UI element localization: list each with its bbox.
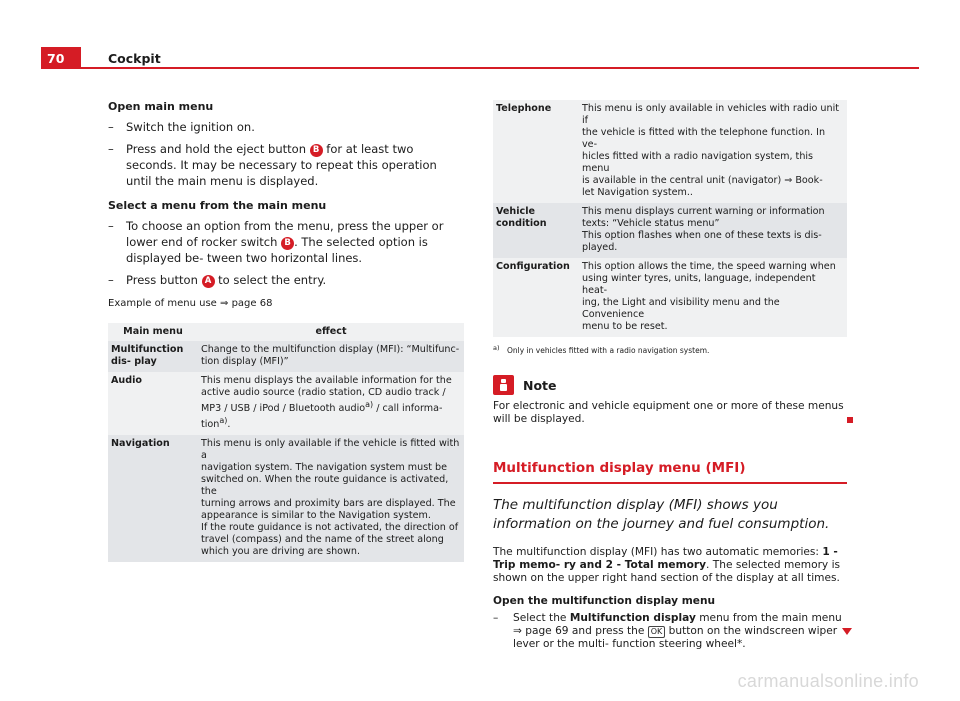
para-bold: 1 - Trip memo- ry and 2 - Total memory — [493, 546, 838, 571]
button-b-marker: B — [310, 144, 323, 157]
section-intro: The multifunction display (MFI) shows you information on the journey and fuel consumption. — [493, 497, 830, 532]
effect-line: This menu is only available if the vehicle is fitted with a — [201, 438, 460, 462]
heading-open-main-menu: Open main menu — [108, 100, 214, 113]
footnote-mark: a) — [493, 344, 500, 352]
step-text-post: for at least two seconds. It may be necessary to repeat this operation until the main menu is displayed. — [126, 142, 437, 188]
effect-text: tion — [201, 419, 220, 431]
table-row — [108, 435, 464, 562]
page-number: 70 — [47, 51, 65, 66]
left-column — [108, 100, 464, 562]
button-b-marker: B — [281, 237, 294, 250]
chapter-title: Cockpit — [108, 51, 161, 66]
step-dash: – — [108, 142, 114, 156]
effect-line: This option allows the time, the speed warning when — [582, 261, 836, 272]
menu-name: Telephone — [493, 100, 579, 203]
step-text: Switch the ignition on. — [126, 120, 255, 134]
effect-line: texts: “Vehicle status menu” — [582, 218, 720, 229]
step-ignition — [108, 119, 464, 135]
effect-text: / call informa- — [373, 403, 443, 415]
main-menu-table-continued — [493, 100, 847, 337]
menu-effect — [198, 341, 464, 372]
effect-line: which you are driving are shown. — [201, 546, 360, 558]
footnote-text: Only in vehicles fitted with a radio navigation system. — [507, 346, 710, 355]
step-text: menu from the main menu ⇒ page 69 and press the — [513, 612, 842, 637]
effect-line — [201, 399, 460, 415]
step-text-pre: Press button — [126, 273, 198, 287]
step-rocker-switch — [108, 218, 464, 266]
effect-line: This menu displays the available information for the — [201, 375, 452, 386]
ok-button-marker: OK — [648, 626, 666, 638]
table-row — [493, 100, 847, 203]
menu-name: Multifunction dis- play — [108, 341, 198, 372]
step-bold: Multifunction display — [569, 612, 696, 624]
main-menu-table — [108, 323, 464, 562]
effect-line: travel (compass) and the name of the street along — [201, 534, 444, 546]
step-dash: – — [108, 219, 114, 233]
effect-line: is available in the central unit (navigator) ⇒ Book- — [582, 175, 823, 186]
effect-line: menu to be reset. — [582, 321, 668, 332]
header-rule — [81, 67, 919, 69]
section-end-marker — [847, 417, 853, 423]
table-header-main-menu: Main menu — [108, 323, 198, 341]
step-press-a — [108, 272, 464, 288]
note-label: Note — [523, 377, 557, 393]
effect-line — [201, 415, 460, 431]
table-row — [493, 203, 847, 258]
effect-line: the vehicle is fitted with the telephone function. In ve- — [582, 127, 826, 150]
step-text: button on the windscreen wiper lever or the multi- function steering wheel*. — [513, 625, 838, 650]
step-text-post: to select the entry. — [218, 273, 327, 287]
menu-effect — [579, 258, 847, 337]
heading-select-menu: Select a menu from the main menu — [108, 199, 327, 212]
para-text: . The selected memory is shown on the upper right hand section of the display at all times. — [493, 559, 841, 584]
effect-line: turning arrows and proximity bars are displayed. The — [201, 498, 456, 510]
effect-line: switched on. When the route guidance is activated, the — [201, 474, 449, 498]
note-icon — [493, 375, 514, 395]
step-eject-button — [108, 141, 464, 189]
effect-line: played. — [582, 242, 618, 253]
step-text: Select the — [513, 612, 570, 624]
effect-line: This option flashes when one of these texts is dis- — [582, 230, 822, 241]
menu-effect — [579, 100, 847, 203]
effect-text: MP3 / USB / iPod / Bluetooth audio — [201, 403, 366, 415]
step-text-post: . The selected option is displayed be- tween two horizontal lines. — [126, 235, 428, 265]
step-text-pre: Press and hold the eject button — [126, 142, 306, 156]
footnote — [493, 346, 847, 355]
menu-effect — [198, 372, 464, 435]
watermark: carmanualsonline.info — [737, 671, 919, 691]
effect-line: active audio source (radio station, CD audio track / — [201, 387, 446, 398]
effect-line: let Navigation system.. — [582, 187, 693, 198]
note-text — [493, 400, 847, 426]
footnote-ref: a) — [365, 400, 374, 409]
menu-name: Configuration — [493, 258, 579, 337]
effect-line: navigation system. The navigation system must be — [201, 462, 448, 474]
subheading-open-mfi: Open the multifunction display menu — [493, 595, 716, 607]
section-title: Multifunction display menu (MFI) — [493, 460, 746, 476]
section-paragraph — [493, 546, 847, 585]
menu-name: Audio — [108, 372, 198, 435]
menu-name: Vehicle condition — [493, 203, 579, 258]
table-header-effect: effect — [198, 323, 464, 341]
note-header — [493, 375, 847, 395]
effect-text: . — [227, 419, 231, 431]
effect-line: using winter tyres, units, language, independent heat- — [582, 273, 816, 296]
table-row — [108, 341, 464, 372]
step-open-mfi — [493, 612, 847, 651]
menu-name: Navigation — [108, 435, 198, 562]
table-row — [493, 258, 847, 337]
effect-line: This menu is only available in vehicles with radio unit if — [582, 103, 840, 126]
effect-line: tion display (MFI)” — [201, 356, 289, 367]
right-column — [493, 100, 847, 651]
effect-line: hicles fitted with a radio navigation system, this menu — [582, 151, 814, 174]
effect-line: appearance is similar to the Navigation system. — [201, 510, 431, 522]
table-row — [108, 372, 464, 435]
effect-line: This menu displays current warning or information — [582, 206, 825, 217]
menu-effect — [579, 203, 847, 258]
continue-arrow-icon — [842, 628, 852, 635]
effect-line: If the route guidance is not activated, the direction of — [201, 522, 459, 534]
note-body: For electronic and vehicle equipment one or more of these menus will be displayed. — [493, 400, 844, 425]
example-reference: Example of menu use ⇒ page 68 — [108, 298, 273, 309]
step-dash: – — [493, 612, 499, 624]
effect-line: ing, the Light and visibility menu and the Convenience — [582, 297, 780, 320]
section-rule — [493, 482, 847, 484]
step-dash: – — [108, 120, 114, 134]
effect-line: Change to the multifunction display (MFI): “Multifunc- — [201, 344, 460, 355]
button-a-marker: A — [202, 275, 215, 288]
menu-effect — [198, 435, 464, 562]
step-text-pre: To choose an option from the menu, press the upper or lower end of rocker switch — [126, 219, 444, 249]
footnote-ref: a) — [219, 416, 228, 426]
step-dash: – — [108, 273, 114, 287]
para-text: The multifunction display (MFI) has two automatic memories: — [493, 546, 823, 558]
